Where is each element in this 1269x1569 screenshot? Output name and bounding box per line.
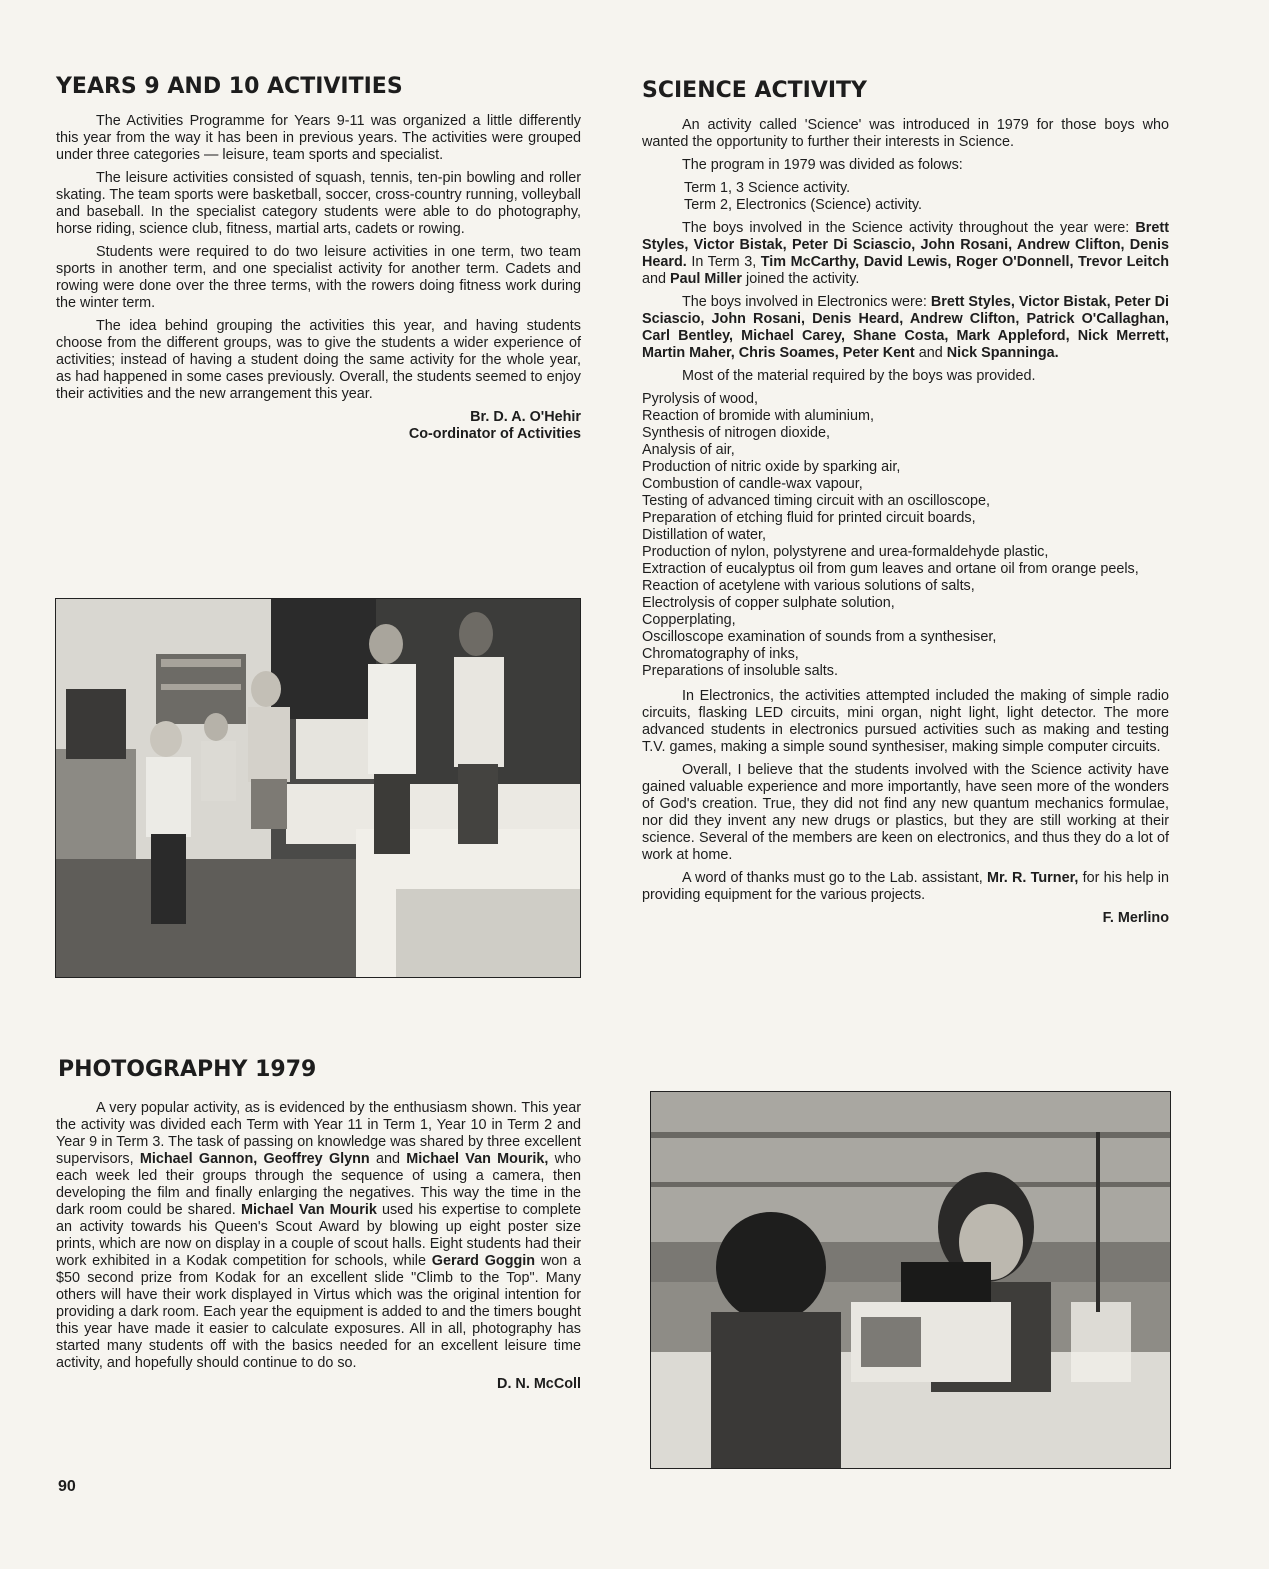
photography-names: Michael Van Mourik, — [406, 1151, 549, 1167]
experiment-list — [642, 391, 1169, 680]
electronics-photo-illustration — [651, 1092, 1170, 1468]
experiment-item: Pyrolysis of wood, — [642, 391, 758, 407]
science-names: Paul Miller — [670, 271, 742, 287]
science-paragraph: The program in 1979 was divided as folows: — [682, 157, 963, 173]
years-signature-name: Br. D. A. O'Hehir — [470, 409, 581, 425]
science-names: Nick Spanninga. — [946, 345, 1059, 361]
photography-section — [56, 1100, 581, 1393]
photography-names: Michael Van Mourik — [240, 1202, 377, 1218]
science-text: and — [914, 345, 947, 361]
science-names: Brett Styles, Victor Bistak, Peter Di Sciascio, John Rosani, Denis Heard, Andrew Clifton, Patrick O'Callaghan, Carl Bentley, Michael Carey, Shane Costa, Mark Appleford, Nick Merrett, Martin Maher, Chris Soames, Peter Kent — [642, 294, 1169, 361]
experiment-item: Copperplating, — [642, 612, 736, 628]
photography-names: Gerard Goggin — [431, 1253, 536, 1269]
science-text: The boys involved in Electronics were: — [682, 294, 931, 310]
science-paragraph: Overall, I believe that the students involved with the Science activity have gained valuable experience and more importantly, have seen more of the wonders of God's creation. True, they did not find any new quantum mechanics formulae, nor did they invent any new drugs or plastics, but they are still working at their science. Several of the members are keen on electronics, and thus they do a lot of work at home. — [642, 762, 1169, 863]
experiment-item: Extraction of eucalyptus oil from gum leaves and ortane oil from orange peels, — [642, 561, 1139, 577]
science-paragraph: Most of the material required by the boys was provided. — [682, 368, 1036, 384]
experiment-item: Analysis of air, — [642, 442, 735, 458]
experiment-item: Preparations of insoluble salts. — [642, 663, 838, 679]
photography-text: used his expertise to complete an activity towards his Queen's Scout Award by blowing up eight poster size prints, which are now on display in a couple of scout halls. Eight students had their work exhibited in a Kodak competition for schools, while — [56, 1202, 581, 1269]
page-number: 90 — [58, 1478, 76, 1495]
science-term-line: Term 1, 3 Science activity. — [684, 180, 851, 196]
years-paragraph: The leisure activities consisted of squash, tennis, ten-pin bowling and roller skating. The team sports were basketball, soccer, cross-country running, volleyball and baseball. In the specialist category students were able to do photography, horse riding, science club, fitness, martial arts, cadets or rowing. — [56, 170, 581, 237]
photography-heading: PHOTOGRAPHY 1979 — [58, 1057, 317, 1082]
science-text: for his help in providing equipment for the various projects. — [642, 870, 1170, 903]
years-9-10-section — [56, 74, 581, 443]
years-paragraph: The Activities Programme for Years 9-11 was organized a little differently this year from the way it has been in previous years. The activities were grouped under three categories — leisure, team sports and specialist. — [56, 113, 581, 163]
science-paragraph — [642, 870, 1169, 904]
experiment-item: Preparation of etching fluid for printed circuit boards, — [642, 510, 976, 526]
science-paragraph: In Electronics, the activities attempted included the making of simple radio circuits, flasking LED circuits, mini organ, night light, light detector. The more advanced students in electronics pursued activities such as making and testing T.V. games, making a simple sound synthesiser, making simple computer circuits. — [642, 688, 1169, 755]
experiment-item: Oscilloscope examination of sounds from a synthesiser, — [642, 629, 997, 645]
experiment-item: Combustion of candle-wax vapour, — [642, 476, 863, 492]
science-text: joined the activity. — [742, 271, 860, 287]
photography-text: won a $50 second prize from Kodak for an excellent slide "Climb to the Top". Many others will have their work displayed in Virtus which was the original intention for providing a dark room. Each year the equipment is added to and the timers bought this year have made it easier to calculate exposures. All in all, photography has started many students off with the basics needed for an excellent leisure time activity, and hopefully should continue to do so. — [56, 1253, 582, 1371]
photography-text: A very popular activity, as is evidenced by the enthusiasm shown. This year the activity was divided each Term with Year 11 in Term 1, Year 10 in Term 2 and Year 9 in Term 3. The task of passing on knowledge was shared by three excellent supervisors, — [56, 1100, 581, 1167]
years-paragraph: Students were required to do two leisure activities in one term, two team sports in another term, and one specialist activity for another term. Cadets and rowing were done over the three terms, with the rowers doing fitness work during the winter term. — [56, 244, 581, 311]
science-heading: SCIENCE ACTIVITY — [642, 78, 867, 103]
photography-text: and — [369, 1151, 407, 1167]
science-names: Brett Styles, Victor Bistak, Peter Di Sciascio, John Rosani, Andrew Clifton, Denis Heard. — [642, 220, 1169, 270]
experiment-item: Distillation of water, — [642, 527, 766, 543]
lab-group-photo-illustration — [56, 599, 580, 977]
science-text: The boys involved in the Science activity throughout the year were: — [682, 220, 1136, 236]
electronics-photo — [650, 1091, 1171, 1469]
photography-paragraph — [56, 1100, 581, 1372]
experiment-item: Production of nitric oxide by sparking air, — [642, 459, 901, 475]
science-paragraph — [642, 294, 1169, 362]
years-signature-title: Co-ordinator of Activities — [408, 426, 581, 442]
experiment-item: Reaction of acetylene with various solutions of salts, — [642, 578, 975, 594]
science-term-line: Term 2, Electronics (Science) activity. — [684, 197, 923, 213]
experiment-item: Production of nylon, polystyrene and urea-formaldehyde plastic, — [642, 544, 1049, 560]
years-paragraph: The idea behind grouping the activities this year, and having students choose from the different groups, was to give the students a wider experience of activities; instead of having a student doing the same activity for the whole year, as had happened in some cases previously. Overall, the students seemed to enjoy their activities and the new arrangement this year. — [56, 318, 581, 402]
science-text: A word of thanks must go to the Lab. assistant, — [682, 870, 987, 886]
lab-group-photo — [55, 598, 581, 978]
science-text: and — [642, 271, 671, 287]
experiment-item: Chromatography of inks, — [642, 646, 799, 662]
science-names: Tim McCarthy, David Lewis, Roger O'Donnell, Trevor Leitch — [760, 254, 1169, 270]
science-paragraph — [642, 220, 1169, 288]
experiment-item: Synthesis of nitrogen dioxide, — [642, 425, 830, 441]
experiment-item: Reaction of bromide with aluminium, — [642, 408, 874, 424]
science-paragraph: An activity called 'Science' was introduced in 1979 for those boys who wanted the opportunity to further their interests in Science. — [642, 117, 1169, 150]
photography-signature: D. N. McColl — [497, 1376, 581, 1392]
experiment-item: Electrolysis of copper sulphate solution, — [642, 595, 895, 611]
years-heading: YEARS 9 AND 10 ACTIVITIES — [56, 74, 403, 99]
photography-names: Michael Gannon, Geoffrey Glynn — [139, 1151, 370, 1167]
experiment-item: Testing of advanced timing circuit with an oscilloscope, — [642, 493, 990, 509]
science-signature: F. Merlino — [1102, 910, 1169, 926]
science-section — [642, 78, 1169, 927]
science-text: In Term 3, — [686, 254, 761, 270]
photography-text: who each week led their groups through the sequence of using a camera, then developing the film and finally enlarging the negatives. This way the time in the dark room could be shared. — [56, 1151, 582, 1218]
science-names: Mr. R. Turner, — [986, 870, 1079, 886]
